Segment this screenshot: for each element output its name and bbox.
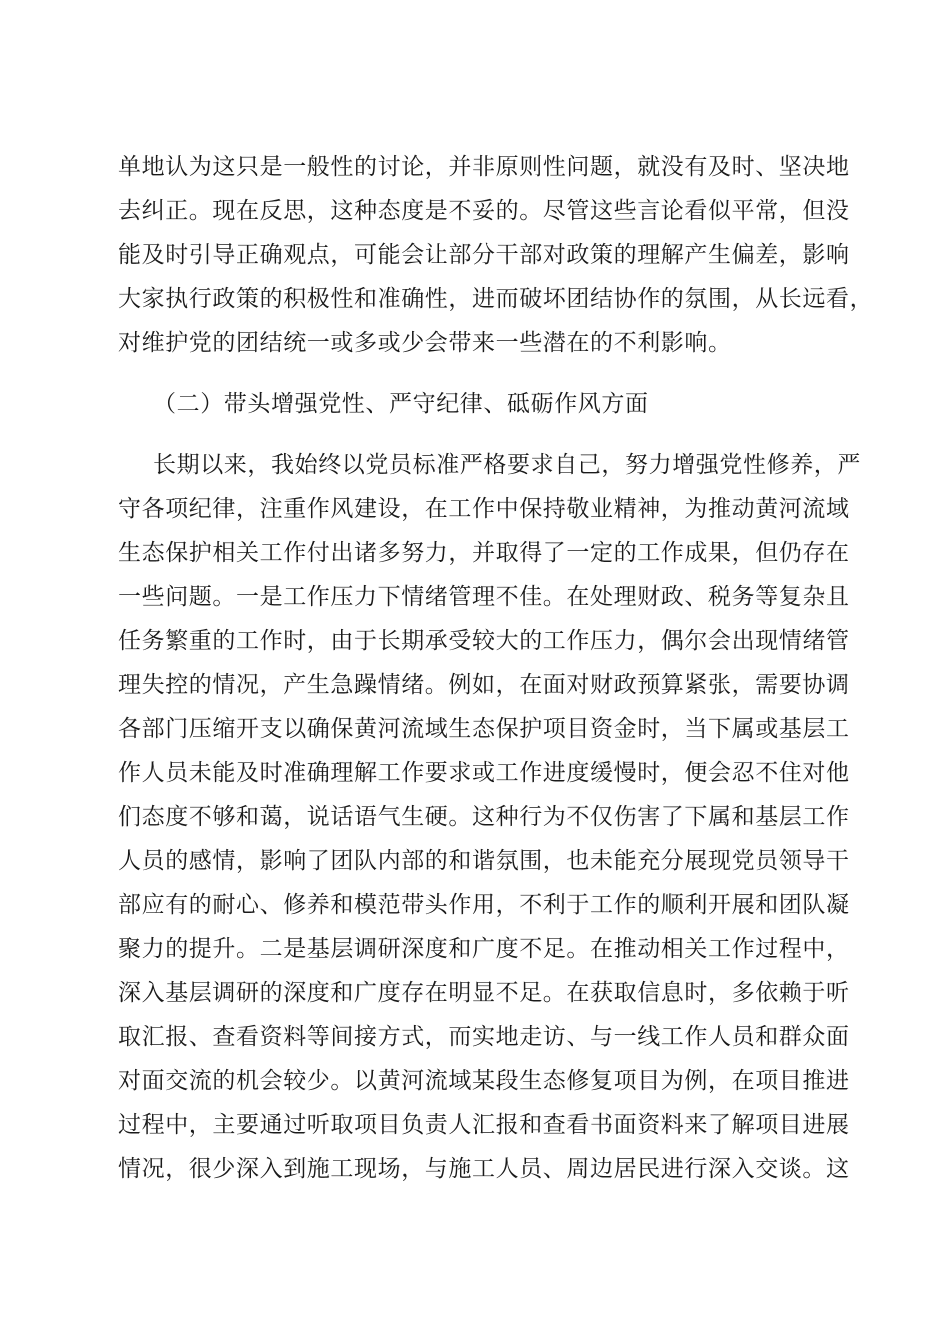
paragraph2-line-1: 长期以来，我始终以党员标准严格要求自己，努力增强党性修养，严 bbox=[153, 452, 861, 478]
paragraph2-line-11: 部应有的耐心、修养和模范带头作用，不利于工作的顺利开展和团队凝 bbox=[118, 892, 850, 918]
paragraph2-line-12: 聚力的提升。二是基层调研深度和广度不足。在推动相关工作过程中， bbox=[118, 936, 850, 962]
paragraph2-line-13: 深入基层调研的深度和广度存在明显不足。在获取信息时，多依赖于听 bbox=[118, 980, 850, 1006]
paragraph2-line-15: 对面交流的机会较少。以黄河流域某段生态修复项目为例，在项目推进 bbox=[118, 1068, 850, 1094]
paragraph2-line-17: 情况，很少深入到施工现场，与施工人员、周边居民进行深入交谈。这 bbox=[118, 1156, 850, 1182]
paragraph1-line-4: 大家执行政策的积极性和准确性，进而破坏团结协作的氛围，从长远看， bbox=[118, 286, 874, 312]
paragraph1-line-5: 对维护党的团结统一或多或少会带来一些潜在的不利影响。 bbox=[118, 330, 732, 356]
paragraph2-line-6: 理失控的情况，产生急躁情绪。例如，在面对财政预算紧张，需要协调 bbox=[118, 672, 850, 698]
paragraph1-line-2: 去纠正。现在反思，这种态度是不妥的。尽管这些言论看似平常，但没 bbox=[118, 198, 850, 224]
section-heading: （二）带头增强党性、严守纪律、砥砺作风方面 bbox=[153, 391, 649, 417]
paragraph2-line-2: 守各项纪律，注重作风建设，在工作中保持敬业精神，为推动黄河流域 bbox=[118, 496, 850, 522]
paragraph2-line-14: 取汇报、查看资料等间接方式，而实地走访、与一线工作人员和群众面 bbox=[118, 1024, 850, 1050]
paragraph2-line-3: 生态保护相关工作付出诸多努力，并取得了一定的工作成果，但仍存在 bbox=[118, 540, 850, 566]
paragraph2-line-16: 过程中，主要通过听取项目负责人汇报和查看书面资料来了解项目进展 bbox=[118, 1112, 850, 1138]
paragraph2-line-10: 人员的感情，影响了团队内部的和谐氛围，也未能充分展现党员领导干 bbox=[118, 848, 850, 874]
paragraph2-line-8: 作人员未能及时准确理解工作要求或工作进度缓慢时，便会忍不住对他 bbox=[118, 760, 850, 786]
paragraph1-line-3: 能及时引导正确观点，可能会让部分干部对政策的理解产生偏差，影响 bbox=[118, 242, 850, 268]
paragraph2-line-7: 各部门压缩开支以确保黄河流域生态保护项目资金时，当下属或基层工 bbox=[118, 716, 850, 742]
paragraph2-line-4: 一些问题。一是工作压力下情绪管理不佳。在处理财政、税务等复杂且 bbox=[118, 584, 850, 610]
paragraph2-line-5: 任务繁重的工作时，由于长期承受较大的工作压力，偶尔会出现情绪管 bbox=[118, 628, 850, 654]
paragraph1-line-1: 单地认为这只是一般性的讨论，并非原则性问题，就没有及时、坚决地 bbox=[118, 154, 850, 180]
paragraph2-line-9: 们态度不够和蔼，说话语气生硬。这种行为不仅伤害了下属和基层工作 bbox=[118, 804, 850, 830]
